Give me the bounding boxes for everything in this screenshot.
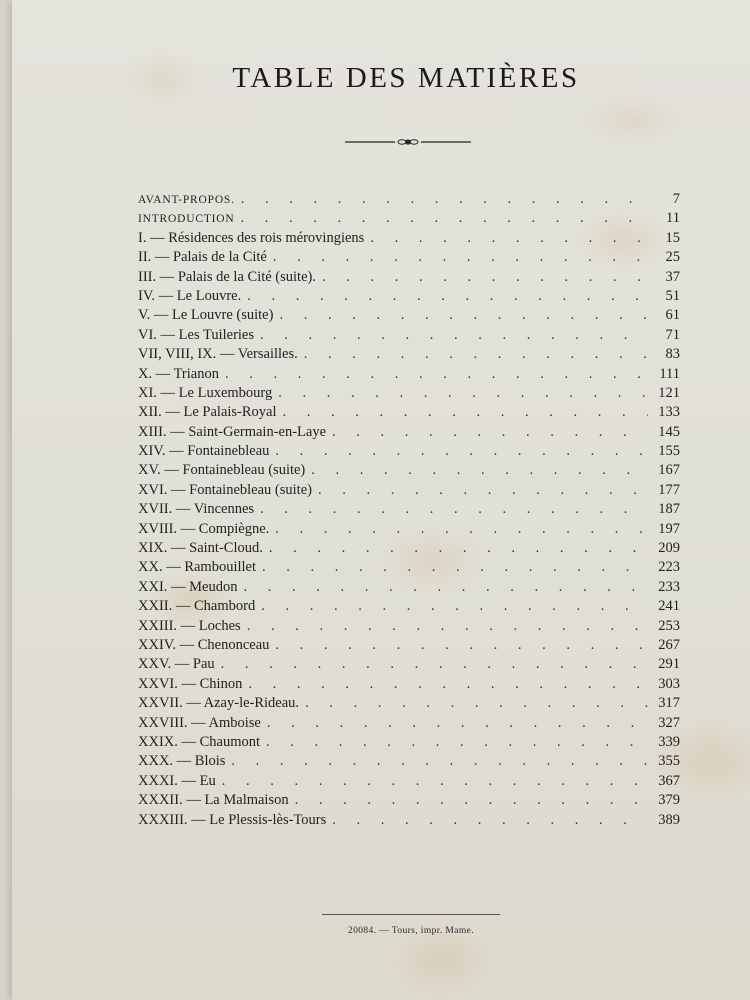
toc-entry-page-number: 121 bbox=[658, 384, 680, 401]
toc-entry bbox=[138, 637, 680, 656]
dot-leader bbox=[260, 734, 648, 751]
dot-leader bbox=[263, 540, 648, 557]
toc-entry-page-number: 209 bbox=[658, 540, 680, 557]
toc-entry-title: XX. — Rambouillet bbox=[138, 559, 257, 576]
toc-entry-title: XXIX. — Chaumont bbox=[138, 733, 261, 750]
toc-entry bbox=[138, 792, 680, 811]
toc-entry-title: XXX. — Blois bbox=[138, 753, 226, 770]
toc-entry bbox=[138, 559, 680, 578]
toc-entry-title: III. — Palais de la Cité (suite). bbox=[138, 268, 316, 285]
dot-leader bbox=[269, 443, 648, 460]
toc-entry-page-number: 339 bbox=[658, 733, 680, 750]
page bbox=[12, 0, 750, 1000]
toc-entry bbox=[138, 521, 680, 540]
dot-leader bbox=[326, 812, 648, 829]
dot-leader bbox=[277, 404, 648, 421]
dot-leader bbox=[254, 327, 648, 344]
toc-entry bbox=[138, 366, 680, 385]
dot-leader bbox=[235, 191, 648, 208]
toc-entry-page-number: 317 bbox=[658, 695, 680, 712]
dot-leader bbox=[254, 501, 648, 518]
dot-leader bbox=[261, 715, 648, 732]
toc-entry-page-number: 11 bbox=[666, 210, 680, 227]
toc-entry-title: XIV. — Fontainebleau bbox=[138, 443, 270, 460]
toc-entry bbox=[138, 346, 680, 365]
toc-entry bbox=[138, 462, 680, 481]
dot-leader bbox=[215, 656, 648, 673]
toc-entry bbox=[138, 249, 680, 268]
dot-leader bbox=[298, 346, 648, 363]
dot-leader bbox=[255, 598, 648, 615]
toc-entry-title: XVI. — Fontainebleau (suite) bbox=[138, 481, 312, 498]
toc-entry bbox=[138, 482, 680, 501]
toc-entry-page-number: 327 bbox=[658, 714, 680, 731]
toc-entry-page-number: 15 bbox=[665, 229, 680, 246]
toc-entry bbox=[138, 307, 680, 326]
toc-entry bbox=[138, 540, 680, 559]
toc-entry-title: XIX. — Saint-Cloud. bbox=[138, 540, 263, 557]
toc-entry-page-number: 145 bbox=[658, 423, 680, 440]
toc-entry-title: XXXI. — Eu bbox=[138, 772, 216, 789]
toc-entry-page-number: 25 bbox=[665, 249, 680, 266]
dot-leader bbox=[326, 424, 648, 441]
dot-leader bbox=[237, 579, 648, 596]
toc-entry-title: XXIII. — Loches bbox=[138, 617, 241, 634]
toc-entry bbox=[138, 424, 680, 443]
toc-entry bbox=[138, 618, 680, 637]
toc-entry-title: VI. — Les Tuileries bbox=[138, 326, 254, 343]
toc-entry-page-number: 133 bbox=[658, 404, 680, 421]
toc-entry-page-number: 389 bbox=[658, 811, 680, 828]
toc-entry-page-number: 83 bbox=[665, 346, 680, 363]
toc-entry-title: XVII. — Vincennes bbox=[138, 501, 255, 518]
toc-entry-page-number: 155 bbox=[658, 443, 680, 460]
toc-entry bbox=[138, 288, 680, 307]
dot-leader bbox=[272, 385, 648, 402]
dot-leader bbox=[242, 676, 648, 693]
printer-imprint: 20084. — Tours, impr. Mame. bbox=[347, 926, 475, 936]
toc-entry-title: II. — Palais de la Cité bbox=[138, 249, 267, 266]
toc-entry bbox=[138, 715, 680, 734]
toc-entry-title: XXII. — Chambord bbox=[138, 598, 256, 615]
toc-entry-page-number: 379 bbox=[658, 792, 680, 809]
toc-entry-title: XXI. — Meudon bbox=[138, 578, 238, 595]
toc-entry-page-number: 71 bbox=[665, 326, 680, 343]
toc-entry-title: XII. — Le Palais-Royal bbox=[138, 404, 277, 421]
toc-entry-title: XXIV. — Chenonceau bbox=[138, 636, 270, 653]
toc-entry-title: AVANT-PROPOS. bbox=[138, 194, 235, 206]
toc-entry-page-number: 167 bbox=[658, 462, 680, 479]
toc-entry-title: XXV. — Pau bbox=[138, 656, 215, 673]
toc-entry-page-number: 233 bbox=[658, 578, 680, 595]
toc-entry bbox=[138, 269, 680, 288]
toc-entry-title: V. — Le Louvre (suite) bbox=[138, 307, 274, 324]
toc-entry bbox=[138, 656, 680, 675]
toc-entry-title: X. — Trianon bbox=[138, 365, 219, 382]
toc-entry-title: XXXIII. — Le Plessis-lès-Tours bbox=[138, 811, 327, 828]
toc-entry bbox=[138, 598, 680, 617]
dot-leader bbox=[241, 618, 648, 635]
table-of-contents bbox=[138, 191, 680, 831]
toc-entry-title: XXVIII. — Amboise bbox=[138, 714, 261, 731]
toc-entry bbox=[138, 753, 680, 772]
dot-leader bbox=[256, 559, 648, 576]
dot-leader bbox=[305, 462, 648, 479]
toc-entry-title: INTRODUCTION bbox=[138, 213, 235, 226]
toc-entry bbox=[138, 501, 680, 520]
ornament-divider bbox=[345, 137, 471, 147]
dot-leader bbox=[267, 249, 648, 266]
toc-entry-page-number: 37 bbox=[665, 268, 680, 285]
toc-entry bbox=[138, 327, 680, 346]
dot-leader bbox=[299, 695, 648, 712]
toc-entry-title: XXVI. — Chinon bbox=[138, 675, 243, 692]
toc-entry-page-number: 197 bbox=[658, 520, 680, 537]
dot-leader bbox=[289, 792, 648, 809]
dot-leader bbox=[312, 482, 648, 499]
toc-entry bbox=[138, 579, 680, 598]
dot-leader bbox=[216, 773, 648, 790]
toc-entry-page-number: 241 bbox=[658, 598, 680, 615]
toc-entry bbox=[138, 812, 680, 831]
toc-entry-page-number: 61 bbox=[665, 307, 680, 324]
dot-leader bbox=[316, 269, 648, 286]
toc-entry bbox=[138, 734, 680, 753]
toc-entry-title: XV. — Fontainebleau (suite) bbox=[138, 462, 306, 479]
dot-leader bbox=[241, 288, 648, 305]
toc-entry-page-number: 111 bbox=[659, 365, 680, 382]
toc-entry bbox=[138, 695, 680, 714]
toc-entry bbox=[138, 404, 680, 423]
toc-entry-title: IV. — Le Louvre. bbox=[138, 287, 242, 304]
toc-entry-title: XVIII. — Compiègne. bbox=[138, 520, 270, 537]
toc-entry-page-number: 7 bbox=[672, 191, 680, 207]
toc-entry-title: XXVII. — Azay-le-Rideau. bbox=[138, 695, 300, 712]
toc-entry-page-number: 187 bbox=[658, 501, 680, 518]
toc-entry-title: XI. — Le Luxembourg bbox=[138, 384, 273, 401]
dot-leader bbox=[269, 521, 648, 538]
toc-entry bbox=[138, 676, 680, 695]
toc-entry-page-number: 367 bbox=[658, 772, 680, 789]
toc-entry bbox=[138, 773, 680, 792]
toc-entry bbox=[138, 443, 680, 462]
toc-entry-page-number: 291 bbox=[658, 656, 680, 673]
toc-entry bbox=[138, 210, 680, 229]
toc-entry-page-number: 253 bbox=[658, 617, 680, 634]
toc-entry-page-number: 267 bbox=[658, 636, 680, 653]
toc-entry-page-number: 177 bbox=[658, 481, 680, 498]
toc-entry bbox=[138, 230, 680, 249]
toc-entry-title: XXXII. — La Malmaison bbox=[138, 792, 289, 809]
footer-rule bbox=[322, 914, 500, 915]
toc-entry-page-number: 51 bbox=[665, 287, 680, 304]
page-title: TABLE DES MATIÈRES bbox=[232, 62, 580, 94]
dot-leader bbox=[219, 366, 648, 383]
dot-leader bbox=[273, 307, 648, 324]
toc-entry-page-number: 303 bbox=[658, 675, 680, 692]
toc-entry bbox=[138, 191, 680, 210]
dot-leader bbox=[364, 230, 648, 247]
toc-entry bbox=[138, 385, 680, 404]
toc-entry-title: I. — Résidences des rois mérovingiens bbox=[138, 229, 365, 246]
dot-leader bbox=[234, 210, 648, 227]
dot-leader bbox=[269, 637, 648, 654]
toc-entry-page-number: 223 bbox=[658, 559, 680, 576]
dot-leader bbox=[225, 753, 648, 770]
toc-entry-title: VII, VIII, IX. — Versailles. bbox=[138, 346, 298, 363]
toc-entry-title: XIII. — Saint-Germain-en-Laye bbox=[138, 423, 327, 440]
toc-entry-page-number: 355 bbox=[658, 753, 680, 770]
